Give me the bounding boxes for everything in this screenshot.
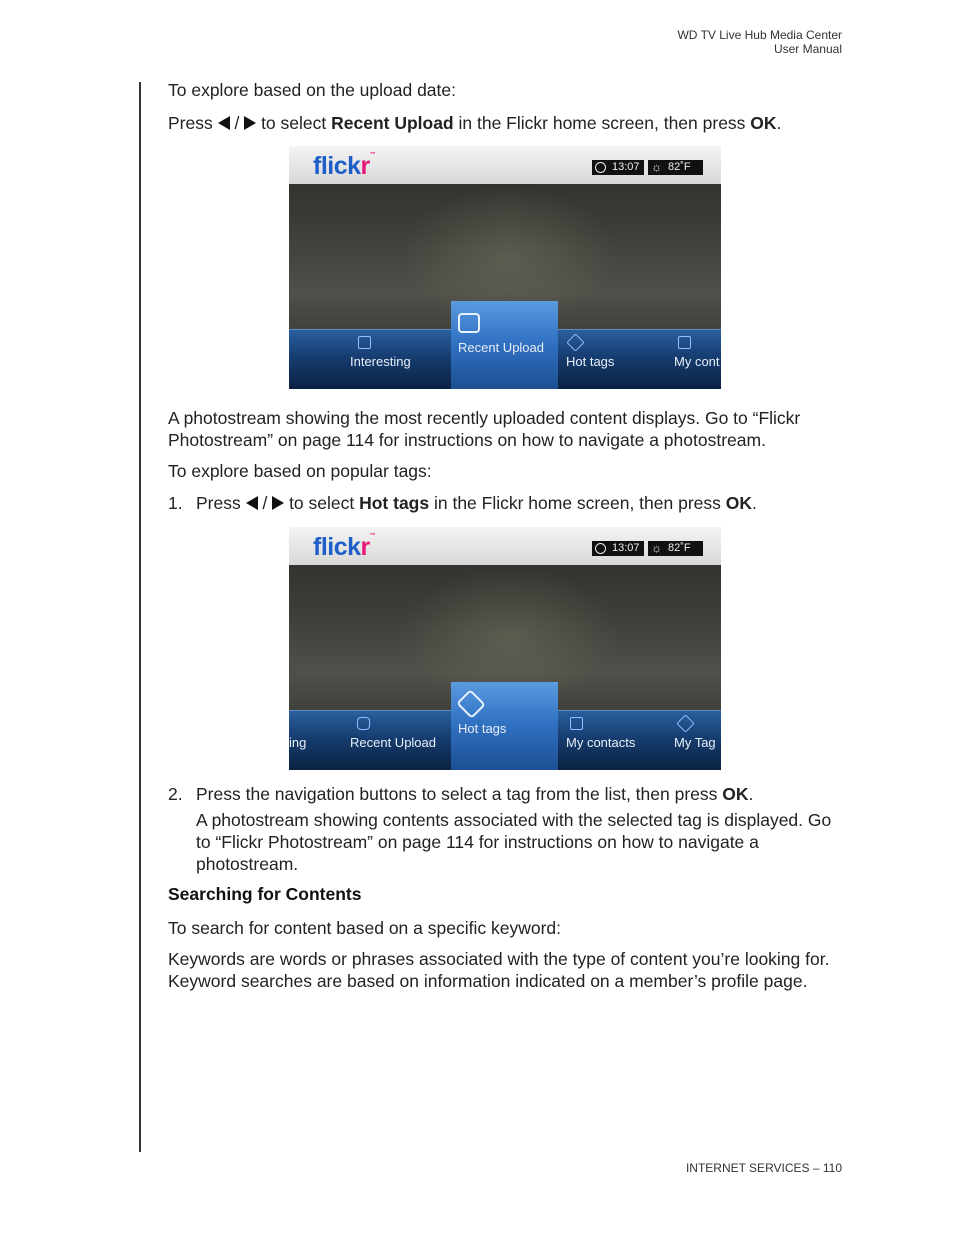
paragraph-search-intro: To search for content based on a specific keyword: xyxy=(168,918,561,938)
left-arrow-icon xyxy=(218,116,230,130)
temperature-display: ☼ 82˚F xyxy=(648,160,703,175)
camera-upload-icon xyxy=(458,313,480,333)
left-arrow-icon xyxy=(246,496,258,510)
recent-upload-term: Recent Upload xyxy=(331,113,454,133)
press-text: Press xyxy=(168,113,218,133)
contact-icon xyxy=(570,717,583,730)
flickr-top-bar xyxy=(289,146,721,184)
sun-icon: ☼ xyxy=(651,541,662,555)
paragraph-keywords: Keywords are words or phrases associated with the type of content you’re looking for. Keyword searches are based on information indicated on a member’s profile page. xyxy=(168,949,830,991)
page-footer: INTERNET SERVICES – 110 xyxy=(685,1161,842,1175)
paragraph-upload-intro: To explore based on the upload date: xyxy=(168,80,456,100)
paragraph-photostream-recent: A photostream showing the most recently uploaded content displays. Go to “Flickr Photostream” on page 114 for instructions on how to navigate a photostream. xyxy=(168,408,801,450)
header-subtitle: User Manual xyxy=(773,42,842,56)
section-heading: Searching for Contents xyxy=(168,884,362,904)
flickr-screenshot-hot-tags: flickr™ 13:07 ☼ 82˚F Hot tags ing Recent Upload My contacts My Tag xyxy=(289,527,721,770)
clock-icon xyxy=(595,162,606,173)
paragraph-tags-intro: To explore based on popular tags: xyxy=(168,461,432,481)
separator-text: / xyxy=(229,113,245,133)
camera-upload-icon xyxy=(357,717,370,730)
clock-display: 13:07 xyxy=(592,160,644,175)
period: . xyxy=(776,113,782,133)
home-screen-text: in the Flickr home screen, then press xyxy=(429,493,726,513)
clock-icon xyxy=(595,543,606,554)
home-screen-text: in the Flickr home screen, then press xyxy=(453,113,751,133)
flickr-logo: flickr™ xyxy=(313,152,376,180)
page-header xyxy=(677,28,842,56)
ok-term: OK xyxy=(722,784,749,804)
sun-icon: ☼ xyxy=(651,160,662,174)
temperature-display: ☼ 82˚F xyxy=(648,541,703,556)
step-2-text: Press the navigation buttons to select a tag from the list, then press OK. xyxy=(196,784,754,804)
hot-tags-term: Hot tags xyxy=(359,493,430,513)
instruction-recent-upload xyxy=(168,112,840,134)
ok-term: OK xyxy=(725,493,753,513)
ok-term: OK xyxy=(750,113,777,133)
header-title: WD TV Live Hub Media Center xyxy=(677,28,842,42)
step-2-note: A photostream showing contents associated with the selected tag is displayed. Go to “Flickr Photostream” on page 114 for instructions on how to navigate a photostream. xyxy=(196,810,832,874)
select-text: to select xyxy=(256,113,332,133)
select-text: to select xyxy=(284,493,360,513)
press-text: Press xyxy=(196,493,246,513)
step-2-number: 2. xyxy=(168,784,183,804)
step-1-number: 1. xyxy=(168,493,183,513)
period: . xyxy=(752,493,757,513)
flickr-screenshot-recent-upload: flickr™ 13:07 ☼ 82˚F Recent Upload Interesting Hot tags My cont xyxy=(289,146,721,389)
menu-item-recent-upload-selected[interactable]: Recent Upload xyxy=(451,301,558,389)
right-arrow-icon xyxy=(244,116,256,130)
flickr-logo: flickr™ xyxy=(313,533,376,561)
right-arrow-icon xyxy=(272,496,284,510)
separator-text: / xyxy=(257,493,273,513)
flickr-top-bar xyxy=(289,527,721,565)
contact-icon xyxy=(678,336,691,349)
clock-display: 13:07 xyxy=(592,541,644,556)
calendar-icon xyxy=(358,336,371,349)
margin-rule xyxy=(139,82,141,1152)
step-1-text xyxy=(196,492,846,514)
menu-item-hot-tags-selected[interactable]: Hot tags xyxy=(451,682,558,770)
tag-icon xyxy=(456,689,486,719)
